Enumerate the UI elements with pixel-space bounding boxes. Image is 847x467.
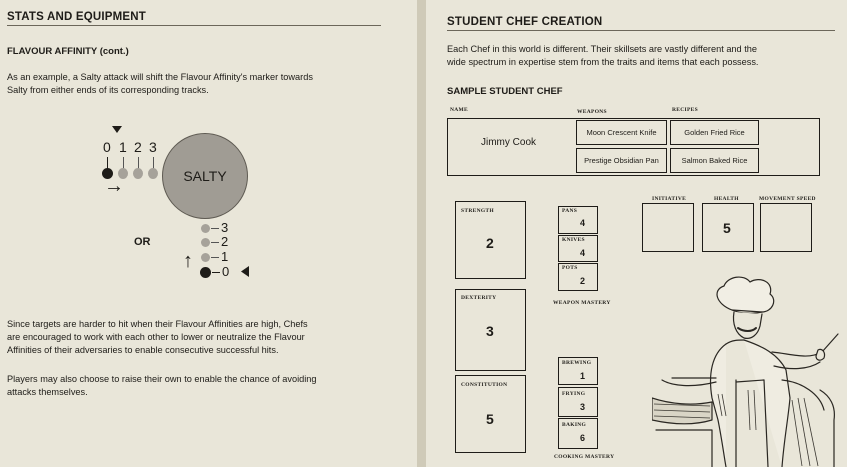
para1-line-1: Since targets are harder to hit when their Flavour Affinities are high, Chefs — [7, 319, 308, 329]
recipe-cell-2: Salmon Baked Rice — [670, 148, 759, 173]
marker-triangle-down-icon — [112, 126, 122, 134]
baking-label: BAKING — [562, 422, 587, 428]
salty-circle — [162, 133, 248, 219]
vtrack-number-1: 1 — [221, 249, 229, 264]
dexterity-label: DEXTERITY — [461, 295, 497, 301]
vtrack-dot-3 — [201, 224, 210, 233]
movement-speed-box — [760, 203, 812, 252]
weapon-cell-2: Prestige Obsidian Pan — [576, 148, 667, 173]
movement-speed-label: MOVEMENT SPEED — [759, 196, 816, 202]
health-value: 5 — [723, 220, 731, 236]
right-page-header: STUDENT CHEF CREATION — [447, 16, 603, 28]
vtrack-number-0: 0 — [222, 264, 230, 279]
initiative-label: INITIATIVE — [652, 196, 687, 202]
brewing-label: BREWING — [562, 360, 592, 366]
right-header-rule — [447, 30, 835, 31]
cooking-mastery-label: COOKING MASTERY — [554, 454, 615, 460]
creation-intro-line-2: wide spectrum in expertise stem from the traits and items that each possess. — [447, 57, 759, 67]
marker-triangle-left-icon — [240, 266, 250, 278]
chef-name-value: Jimmy Cook — [481, 137, 537, 148]
para1-line-3: Affinities of their adversaries to enable consecutive successful hits. — [7, 345, 279, 355]
baking-value: 6 — [580, 433, 586, 443]
left-page — [0, 0, 417, 467]
creation-intro-line-1: Each Chef in this world is different. Their skillsets are vastly different and the — [447, 44, 757, 54]
knives-value: 4 — [580, 248, 586, 258]
salty-label: SALTY — [183, 168, 227, 184]
flavour-affinity-subheading: FLAVOUR AFFINITY (cont.) — [7, 46, 129, 57]
weapons-label: WEAPONS — [577, 109, 607, 115]
initiative-box — [642, 203, 694, 252]
name-label: NAME — [450, 107, 469, 113]
vtrack-dot-2 — [201, 238, 210, 247]
vtrack-stem-1 — [211, 257, 219, 258]
right-page — [426, 0, 847, 467]
recipes-label: RECIPES — [672, 107, 698, 113]
frying-value: 3 — [580, 402, 586, 412]
chef-illustration-icon — [652, 270, 847, 467]
intro-line-2: Salty from either ends of its corresponding tracks. — [7, 85, 209, 95]
vtrack-stem-3 — [211, 228, 219, 229]
pots-value: 2 — [580, 276, 586, 286]
strength-value: 2 — [486, 235, 494, 251]
arrow-right-icon: → — [104, 175, 124, 197]
recipe-cell-1: Golden Fried Rice — [670, 120, 759, 145]
knives-label: KNIVES — [562, 237, 585, 243]
constitution-label: CONSTITUTION — [461, 382, 508, 388]
track-number-3: 3 — [149, 139, 157, 155]
health-label: HEALTH — [714, 196, 739, 202]
dexterity-value: 3 — [486, 323, 494, 339]
strength-label: STRENGTH — [461, 208, 494, 214]
pans-value: 4 — [580, 218, 586, 228]
weapon-cell-1: Moon Crescent Knife — [576, 120, 667, 145]
vtrack-dot-1 — [201, 253, 210, 262]
sample-chef-subheading: SAMPLE STUDENT CHEF — [447, 86, 563, 97]
vtrack-dot-0-active — [200, 267, 211, 278]
para2-line-1: Players may also choose to raise their own to enable the chance of avoiding — [7, 374, 317, 384]
para2-line-2: attacks themselves. — [7, 387, 88, 397]
track-number-2: 2 — [134, 139, 142, 155]
track-dot-2 — [133, 168, 143, 179]
left-header-rule — [7, 25, 381, 26]
vtrack-number-2: 2 — [221, 234, 229, 249]
left-page-header: STATS AND EQUIPMENT — [7, 11, 147, 23]
track-dot-3 — [148, 168, 158, 179]
weapon-mastery-label: WEAPON MASTERY — [553, 300, 611, 306]
intro-line-1: As an example, a Salty attack will shift the Flavour Affinity's marker towards — [7, 72, 313, 82]
track-number-1: 1 — [119, 139, 127, 155]
page-gutter — [417, 0, 426, 467]
vtrack-number-3: 3 — [221, 220, 229, 235]
para1-line-2: are encouraged to work with each other to lower or neutralize the Flavour — [7, 332, 305, 342]
arrow-up-icon: ↑ — [183, 250, 193, 272]
or-label: OR — [134, 236, 151, 248]
pots-label: POTS — [562, 265, 578, 271]
pans-label: PANS — [562, 208, 578, 214]
track-number-0: 0 — [103, 139, 111, 155]
vtrack-stem-0 — [212, 272, 220, 273]
frying-label: FRYING — [562, 391, 586, 397]
brewing-value: 1 — [580, 371, 586, 381]
vtrack-stem-2 — [211, 242, 219, 243]
constitution-value: 5 — [486, 411, 494, 427]
